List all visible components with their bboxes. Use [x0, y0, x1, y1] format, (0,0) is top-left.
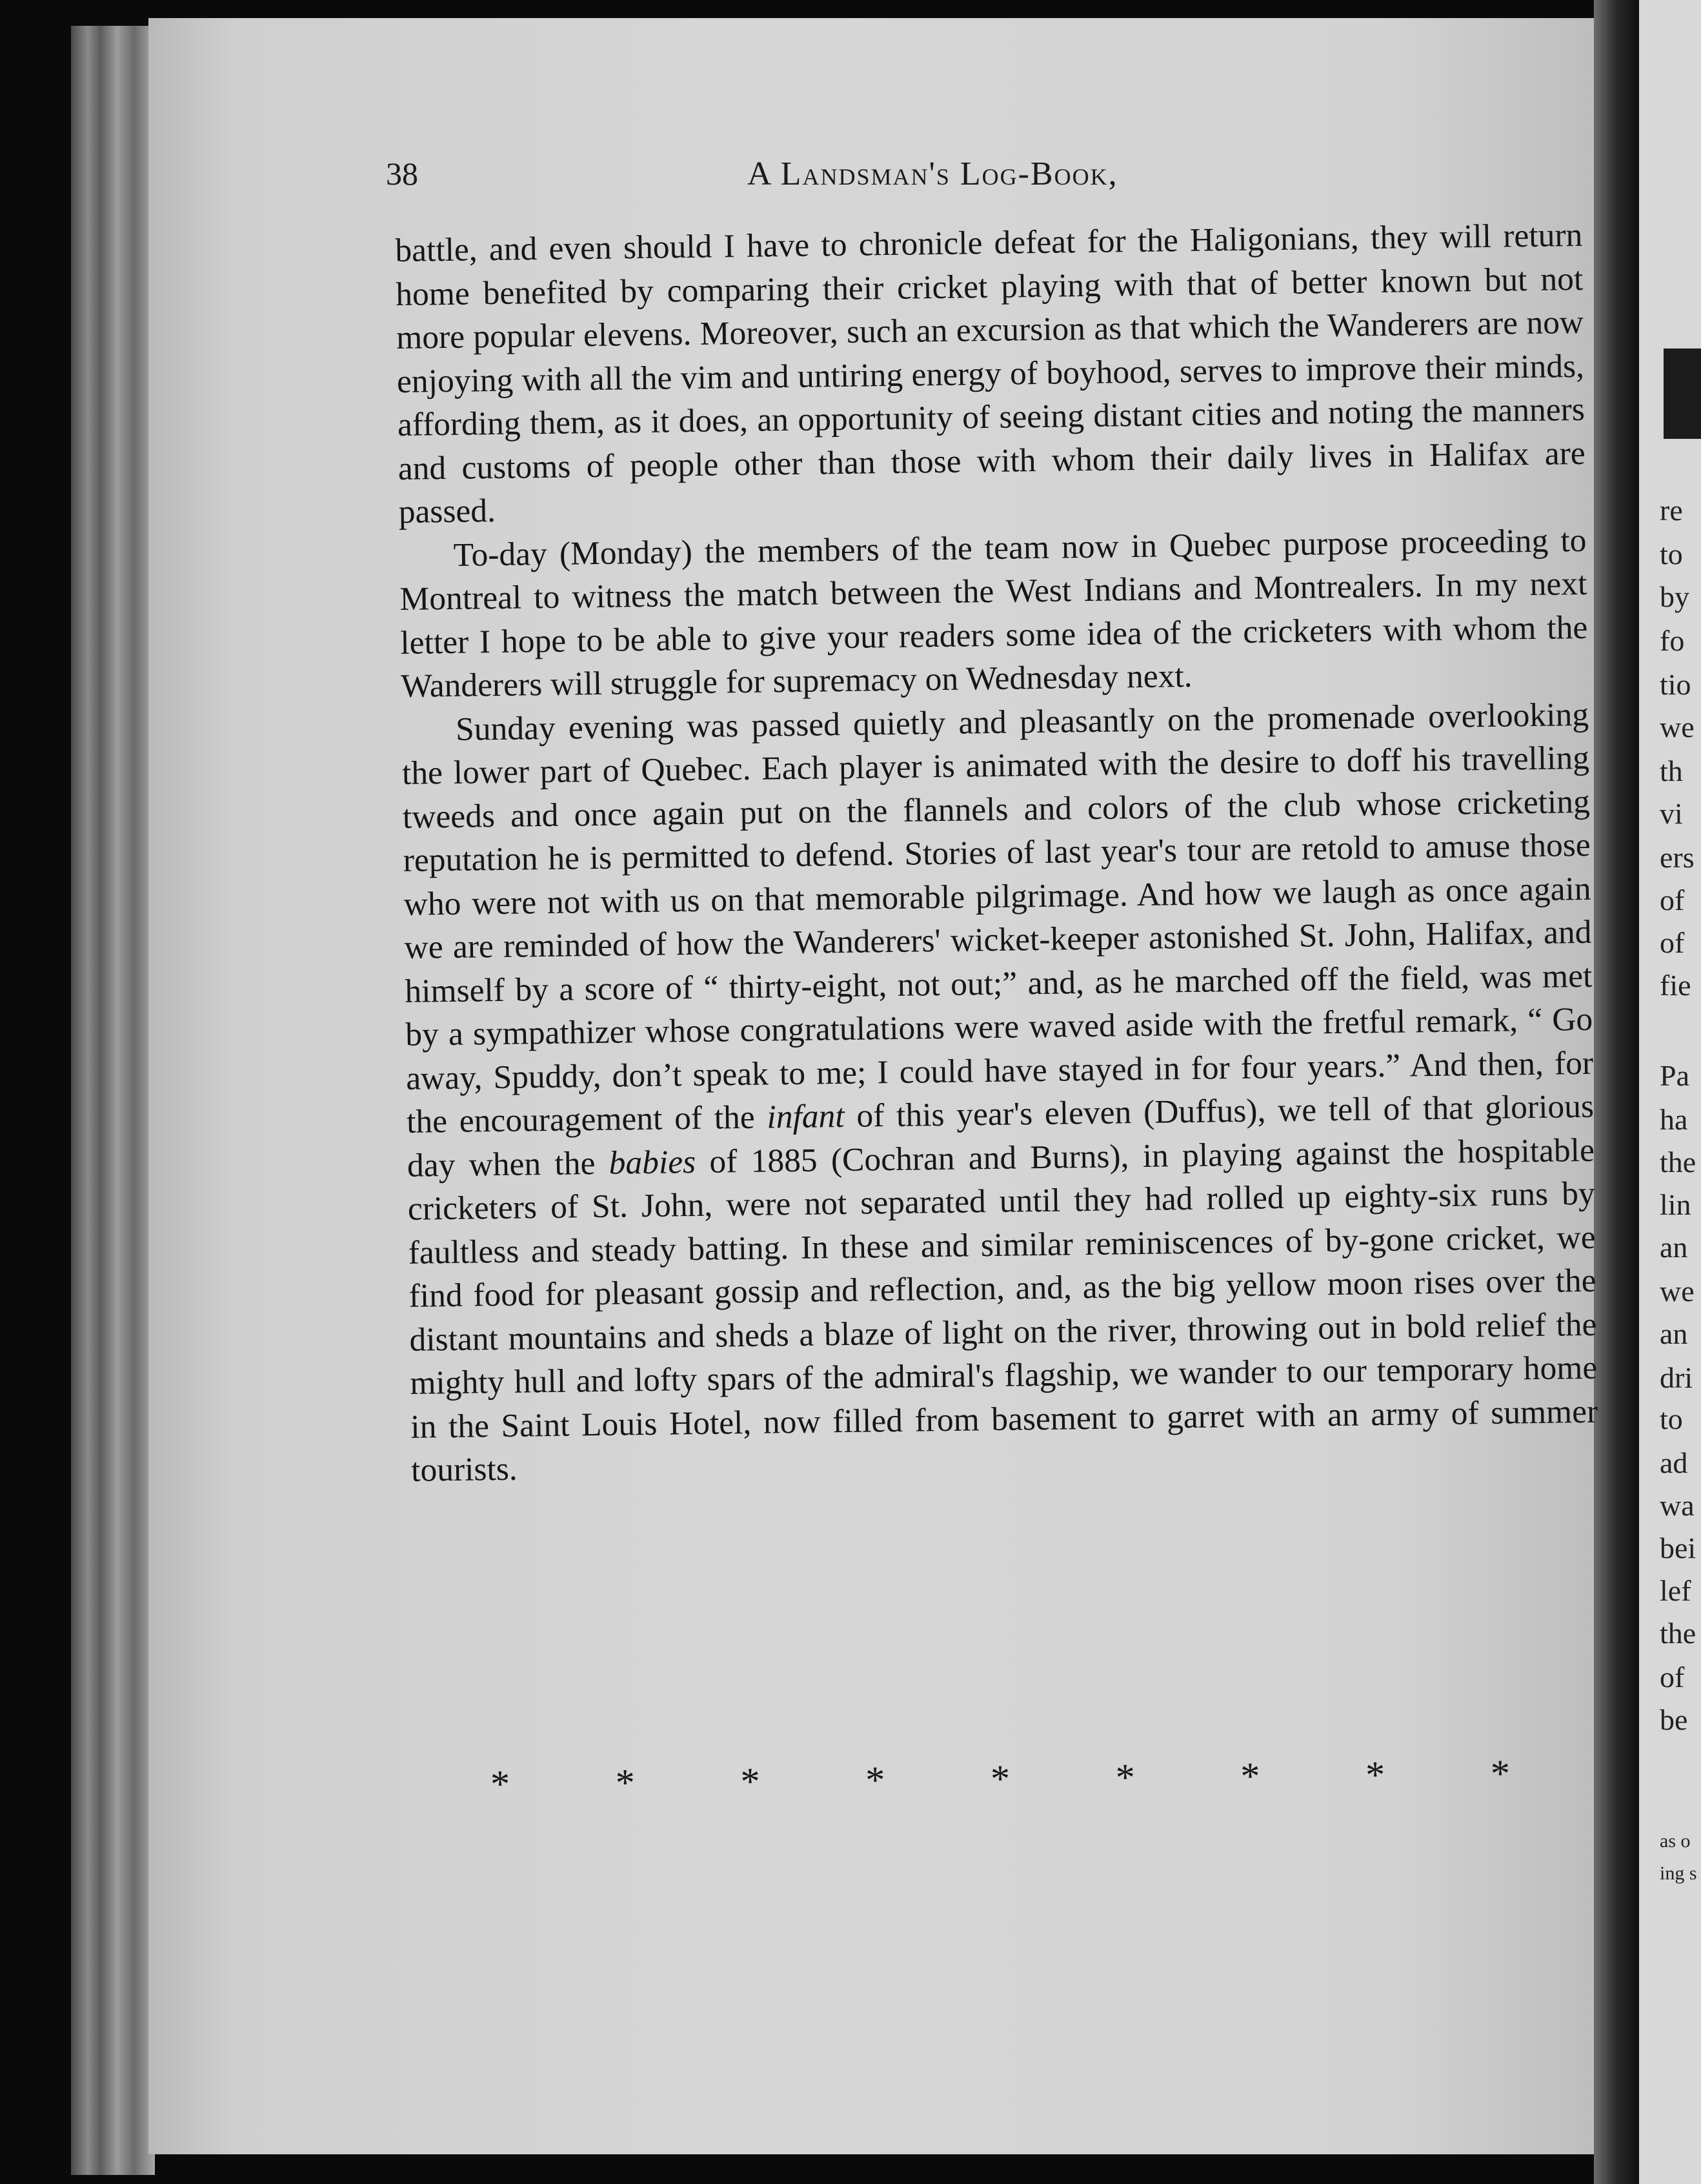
asterisk: *	[990, 1757, 1011, 1801]
facing-page-fragment: ing s	[1660, 1863, 1697, 1884]
facing-page-drop-cap	[1664, 349, 1701, 439]
asterisk: *	[1240, 1754, 1260, 1798]
asterisk: *	[490, 1762, 510, 1806]
facing-page-fragment: bei	[1660, 1532, 1696, 1564]
paragraph-1: battle, and even should I have to chronicle defeat for the Haligonians, they will return home benefited by comparing their cricket playing with that of better known but not more popular elevens. Moreover, such an excursion as that which the Wanderers are now enjoying with all the vim and untiring energy of boyhood, serves to improve their minds, affording them, as it does, an opportunity of seeing distant cities and noting the manners and customs of people other than those with whom their daily lives in Halifax are passed.	[395, 216, 1586, 531]
facing-page-fragment: ers	[1660, 841, 1695, 874]
facing-page-fragment: fo	[1660, 624, 1685, 657]
facing-page-fragment: ad	[1660, 1446, 1688, 1479]
facing-page-fragment: lin	[1660, 1188, 1691, 1221]
facing-page-fragment: tio	[1660, 668, 1691, 701]
facing-page-fragment: ha	[1660, 1103, 1688, 1136]
facing-page-fragment: wa	[1660, 1489, 1695, 1522]
facing-page-fragment: to	[1660, 538, 1683, 571]
asterisk: *	[1490, 1752, 1511, 1795]
book-gutter	[1594, 0, 1639, 2184]
facing-page-fragment: we	[1660, 711, 1695, 743]
page-header	[386, 155, 1573, 207]
facing-page-fragment: the	[1660, 1617, 1696, 1650]
facing-page-fragment: lef	[1660, 1574, 1691, 1607]
facing-page-fragment: an	[1660, 1317, 1688, 1350]
paragraph-2: To-day (Monday) the members of the team now in Quebec purpose proceeding to Montreal to witness the match between the West Indians and Montrealers. In my next letter I hope to be able to give your readers some idea of the cricketers with whom the Wanderers will struggle for supremacy on Wednesday next.	[399, 521, 1588, 705]
facing-page-fragment: to	[1660, 1402, 1683, 1435]
facing-page-fragment: be	[1660, 1703, 1688, 1736]
page-number: 38	[386, 156, 418, 192]
facing-page-fragment: re	[1660, 494, 1683, 527]
asterisk: *	[865, 1758, 885, 1802]
facing-page-fragment: th	[1660, 754, 1683, 787]
facing-page-fragment: of	[1660, 1661, 1685, 1694]
facing-page-fragment: as o	[1660, 1830, 1691, 1852]
body-text	[395, 214, 1598, 1492]
asterisk: *	[1365, 1753, 1385, 1797]
asterisk: *	[740, 1759, 760, 1803]
facing-page-fragment: by	[1660, 580, 1689, 613]
italic-word: babies	[609, 1143, 696, 1182]
asterisk: *	[615, 1761, 636, 1805]
facing-page-fragment: we	[1660, 1275, 1695, 1308]
facing-page-fragment: an	[1660, 1231, 1688, 1264]
asterisk: *	[1115, 1755, 1136, 1799]
book-page-edges	[71, 26, 155, 2175]
facing-page-fragment: vi	[1660, 797, 1683, 830]
facing-page-fragment: fie	[1660, 969, 1691, 1002]
facing-page-fragment: dri	[1660, 1361, 1693, 1394]
facing-page-fragment: of	[1660, 884, 1685, 916]
italic-word: infant	[767, 1098, 845, 1136]
facing-page-fragment: Pa	[1660, 1059, 1689, 1092]
paragraph-3: Sunday evening was passed quietly and pleasantly on the promenade overlooking the lower part of Quebec. Each player is animated with the desire to doff his travelling tweeds and once again put on the flannels and colors of the club whose cricketing reputation he is permitted to defend. Stories of last year's tour are retold to amuse those who were not with us on that memorable pilgrimage. And how we laugh as once again we are reminded of how the Wanderers' wicket-keeper astonished St. John, Halifax, and himself by a score of “ thirty-eight, not out;” and, as he marched off the field, was met by a sympathizer whose congratulations were waved aside with the fretful remark, “ Go away, Spuddy, don’t speak to me; I could have stayed in for four years.” And then, for the encouragement of the infant of this year's eleven (Duffus), we tell of that glorious day when the babies of 1885 (Cochran and Burns), in playing against the hospitable cricketers of St. John, were not separated until they had rolled up eighty-six runs by faultless and steady batting. In these and similar reminiscences of by-gone cricket, we find food for pleasant gossip and reflection, and, as the big yellow moon rises over the distant mountains and sheds a blaze of light on the river, throwing out in bold relief the mighty hull and lofty spars of the admiral's flagship, we wander to our temporary home in the Saint Louis Hotel, now filled from basement to garret with an army of summer tourists.	[401, 696, 1598, 1489]
facing-page-fragment: the	[1660, 1146, 1696, 1178]
running-title: A Landsman's Log-Book,	[747, 156, 1118, 192]
facing-page-edge	[1639, 0, 1701, 2184]
facing-page-fragment: of	[1660, 926, 1685, 959]
